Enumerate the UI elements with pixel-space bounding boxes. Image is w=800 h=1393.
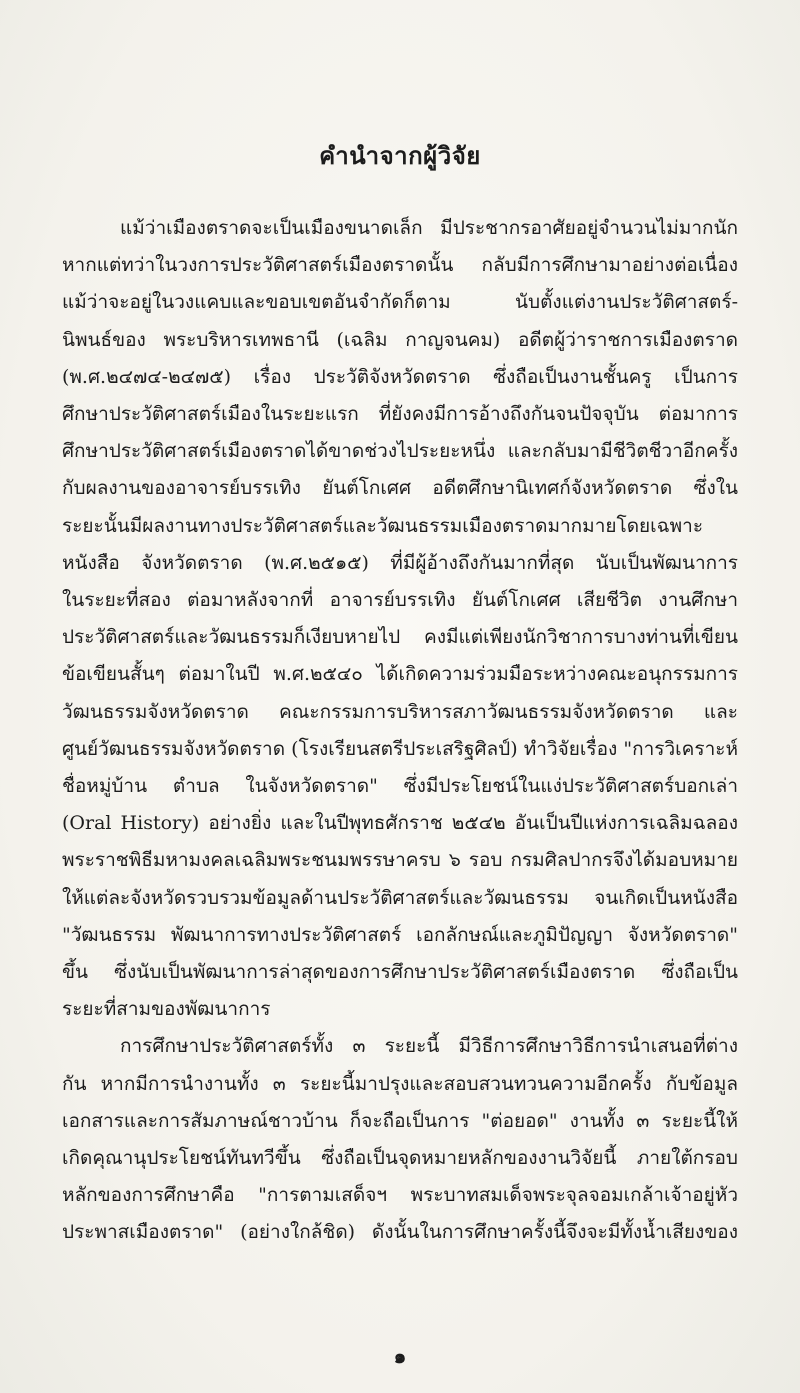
- text-line: ข้อเขียนสั้นๆ ต่อมาในปี พ.ศ.๒๕๔๐ ได้เกิดความร่วมมือระหว่างคณะอนุกรรมการ: [62, 663, 738, 686]
- text-line: หากแต่ทว่าในวงการประวัติศาสตร์เมืองตราดนั้น กลับมีการศึกษามาอย่างต่อเนื่อง: [62, 254, 738, 277]
- text-line: หลักของการศึกษาคือ "การตามเสด็จฯ พระบาทสมเด็จพระจุลจอมเกล้าเจ้าอยู่หัว: [62, 1184, 738, 1207]
- text-line: (พ.ศ.๒๔๗๔-๒๔๗๕) เรื่อง ประวัติจังหวัดตราด ซึ่งถือเป็นงานชั้นครู เป็นการ: [62, 365, 738, 388]
- text-line: เกิดคุณานุประโยชน์ทันทวีขึ้น ซึ่งถือเป็นจุดหมายหลักของงานวิจัยนี้ ภายใต้กรอบ: [62, 1147, 738, 1170]
- text-line: ชื่อหมู่บ้าน ตำบล ในจังหวัดตราด" ซึ่งมีประโยชน์ในแง่ประวัติศาสตร์บอกเล่า: [62, 775, 738, 798]
- page-number: ๑: [393, 1344, 407, 1368]
- text-line: หนังสือ จังหวัดตราด (พ.ศ.๒๕๑๕) ที่มีผู้อ้างถึงกันมากที่สุด นับเป็นพัฒนาการ: [62, 551, 738, 574]
- text-line: กับผลงานของอาจารย์บรรเทิง ยันต์โกเศศ อดีตศึกษานิเทศก์จังหวัดตราด ซึ่งใน: [62, 477, 738, 500]
- text-line: นิพนธ์ของ พระบริหารเทพธานี (เฉลิม กาญจนคม) อดีตผู้ว่าราชการเมืองตราด: [62, 328, 738, 351]
- body-text: [62, 210, 738, 1252]
- text-line: ขึ้น ซึ่งนับเป็นพัฒนาการล่าสุดของการศึกษาประวัติศาสตร์เมืองตราด ซึ่งถือเป็น: [62, 961, 738, 984]
- text-line: ให้แต่ละจังหวัดรวบรวมข้อมูลด้านประวัติศาสตร์และวัฒนธรรม จนเกิดเป็นหนังสือ: [62, 886, 738, 909]
- text-line: ประพาสเมืองตราด" (อย่างใกล้ชิด) ดังนั้นในการศึกษาครั้งนี้จึงจะมีทั้งน้ำเสียงของ: [62, 1221, 738, 1244]
- text-line: พระราชพิธีมหามงคลเฉลิมพระชนมพรรษาครบ ๖ รอบ กรมศิลปากรจึงได้มอบหมาย: [62, 849, 738, 872]
- text-line: (Oral History) อย่างยิ่ง และในปีพุทธศักราช ๒๕๔๒ อันเป็นปีแห่งการเฉลิมฉลอง: [62, 812, 738, 835]
- text-line: ระยะที่สามของพัฒนาการ: [62, 998, 271, 1021]
- text-line: ในระยะที่สอง ต่อมาหลังจากที่ อาจารย์บรรเทิง ยันต์โกเศศ เสียชีวิต งานศึกษา: [62, 589, 738, 612]
- text-line: แม้ว่าจะอยู่ในวงแคบและขอบเขตอันจำกัดก็ตาม นับตั้งแต่งานประวัติศาสตร์-: [62, 291, 738, 314]
- text-line: ระยะนั้นมีผลงานทางประวัติศาสตร์และวัฒนธรรมเมืองตราดมากมายโดยเฉพาะ: [62, 514, 704, 537]
- text-line: แม้ว่าเมืองตราดจะเป็นเมืองขนาดเล็ก มีประชากรอาศัยอยู่จำนวนไม่มากนัก: [120, 217, 738, 239]
- text-line: "วัฒนธรรม พัฒนาการทางประวัติศาสตร์ เอกลักษณ์และภูมิปัญญา จังหวัดตราด": [62, 923, 738, 946]
- page-title: คำนำจากผู้วิจัย: [319, 141, 481, 170]
- text-line: กัน หากมีการนำงานทั้ง ๓ ระยะนี้มาปรุงและสอบสวนทวนความอีกครั้ง กับข้อมูล: [62, 1072, 738, 1095]
- text-line: การศึกษาประวัติศาสตร์ทั้ง ๓ ระยะนี้ มีวิธีการศึกษาวิธีการนำเสนอที่ต่าง: [120, 1035, 738, 1058]
- text-line: เอกสารและการสัมภาษณ์ชาวบ้าน ก็จะถือเป็นการ "ต่อยอด" งานทั้ง ๓ ระยะนี้ให้: [62, 1109, 738, 1132]
- text-line: ประวัติศาสตร์และวัฒนธรรมก็เงียบหายไป คงมีแต่เพียงนักวิชาการบางท่านที่เขียน: [62, 626, 738, 649]
- text-line: วัฒนธรรมจังหวัดตราด คณะกรรมการบริหารสภาวัฒนธรรมจังหวัดตราด และ: [62, 700, 738, 723]
- text-line: ศึกษาประวัติศาสตร์เมืองในระยะแรก ที่ยังคงมีการอ้างถึงกันจนปัจจุบัน ต่อมาการ: [62, 403, 738, 426]
- text-line: ศูนย์วัฒนธรรมจังหวัดตราด (โรงเรียนสตรีประเสริฐศิลป์) ทำวิจัยเรื่อง "การวิเคราะห์: [62, 737, 738, 760]
- text-line: ศึกษาประวัติศาสตร์เมืองตราดได้ขาดช่วงไประยะหนึ่ง และกลับมามีชีวิตชีวาอีกครั้ง: [62, 440, 738, 463]
